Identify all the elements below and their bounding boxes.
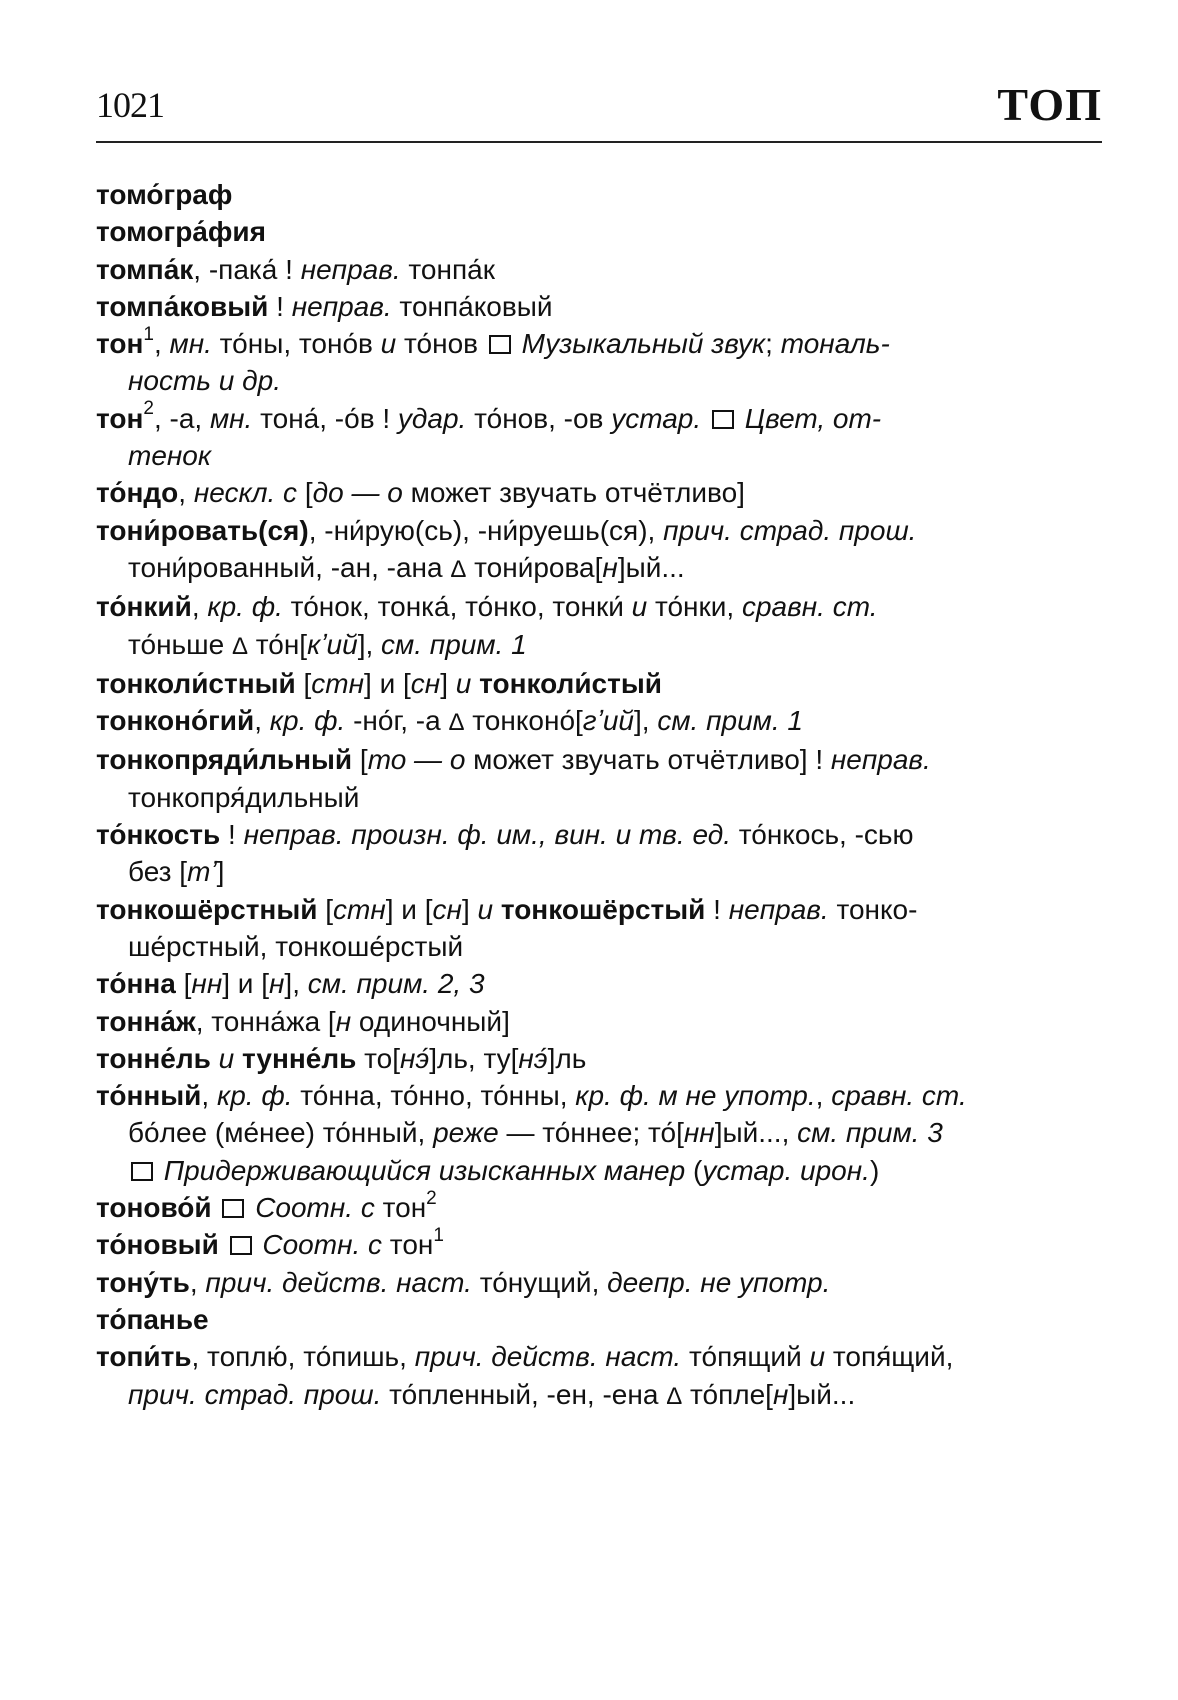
dictionary-entry bbox=[96, 1338, 1102, 1415]
grammar-label: гʼий bbox=[582, 705, 634, 737]
grammar-label: см. прим. 3 bbox=[797, 1117, 943, 1149]
dictionary-entry bbox=[96, 288, 1102, 325]
grammar-label: н bbox=[335, 1005, 352, 1037]
box-icon bbox=[489, 335, 511, 354]
headword: тонне́ль bbox=[96, 1042, 211, 1074]
headword: томогра́фия bbox=[96, 216, 266, 248]
dictionary-entry bbox=[96, 665, 1102, 702]
grammar-label: стн bbox=[333, 893, 386, 925]
grammar-label: прич. страд. прош. bbox=[128, 1378, 382, 1410]
dictionary-entry bbox=[96, 891, 1102, 966]
entry-continuation bbox=[128, 362, 1102, 399]
entry-line: топи́ть, топлю́, то́пишь, прич. действ. наст. то́пящий и топя́щий, bbox=[96, 1341, 954, 1373]
entry-line: тон$^2$, -а, мн. тона́, -о́в ! удар. то́нов, -ов устар. Цвет, от- bbox=[96, 398, 882, 434]
grammar-label: мн. bbox=[209, 402, 253, 434]
dictionary-entry bbox=[96, 325, 1102, 400]
dictionary-entry bbox=[96, 176, 1102, 213]
grammar-label: кр. ф. bbox=[216, 1080, 293, 1112]
entry-continuation bbox=[128, 437, 1102, 474]
triangle-icon: Δ bbox=[448, 709, 465, 737]
headword: тонколи́стный bbox=[96, 667, 296, 699]
grammar-label: мн. bbox=[169, 328, 212, 360]
dictionary-entry bbox=[96, 741, 1102, 816]
entry-list bbox=[96, 176, 1102, 1415]
entry-line: томпа́к, -пака́ ! неправ. тонпа́к bbox=[96, 253, 495, 285]
header-rule bbox=[96, 141, 1102, 143]
grammar-label: сн bbox=[410, 667, 441, 699]
grammar-label: неправ. bbox=[291, 290, 392, 322]
entry-line: то́ндо, нескл. с [до — о может звучать отчётливо] bbox=[96, 477, 745, 509]
page-header bbox=[96, 78, 1102, 138]
variant-headword: тонкошёрстый bbox=[500, 893, 706, 925]
headword: томпа́к bbox=[96, 253, 194, 285]
entry-line: то́новый Соотн. с тон$^1$ bbox=[96, 1224, 444, 1261]
grammar-label: устар. ирон. bbox=[702, 1154, 870, 1186]
grammar-label: и bbox=[380, 328, 397, 360]
grammar-label: и bbox=[455, 667, 472, 699]
entry-line: тоново́й Соотн. с тон$^2$ bbox=[96, 1187, 437, 1224]
headword: тонкопряди́льный bbox=[96, 744, 353, 776]
headword: то́нкий bbox=[96, 591, 192, 623]
grammar-label: ность и др. bbox=[128, 365, 281, 397]
entry-line: то́нна [нн] и [н], см. прим. 2, 3 bbox=[96, 968, 485, 1000]
grammar-label: и bbox=[218, 1042, 235, 1074]
headword: тоново́й bbox=[96, 1192, 212, 1224]
headword: то́нкость bbox=[96, 819, 221, 851]
grammar-label: кр. ф. bbox=[269, 705, 346, 737]
grammar-label: прич. действ. наст. bbox=[205, 1266, 472, 1298]
box-icon bbox=[222, 1199, 244, 1218]
grammar-label: нэ́ bbox=[518, 1042, 548, 1074]
grammar-label: кр. ф. bbox=[207, 591, 283, 623]
grammar-label: тʼ bbox=[187, 856, 217, 888]
grammar-label: деепр. не употр. bbox=[607, 1266, 831, 1298]
entry-line bbox=[96, 213, 1102, 250]
grammar-label: неправ. bbox=[830, 744, 931, 776]
grammar-label: устар. bbox=[611, 402, 702, 434]
entry-line: тони́ровать(ся), -ни́рую(сь), -ни́руешь(ся), прич. страд. прош. bbox=[96, 514, 917, 546]
headword: тонконо́гий bbox=[96, 705, 255, 737]
headword: то́ндо bbox=[96, 477, 179, 509]
grammar-label: нэ́ bbox=[400, 1042, 430, 1074]
entry-continuation: прич. страд. прош. то́пленный, -ен, -ена Δ то́пле[н]ый... bbox=[128, 1378, 856, 1410]
dictionary-entry bbox=[96, 1189, 1102, 1226]
dictionary-entry bbox=[96, 474, 1102, 511]
entry-line: то́нкость ! неправ. произн. ф. им., вин. и тв. ед. то́нкось, -сью bbox=[96, 819, 914, 851]
variant-headword: тунне́ль bbox=[241, 1042, 357, 1074]
grammar-label: неправ. bbox=[300, 253, 401, 285]
entry-line: то́нный, кр. ф. то́нна, то́нно, то́нны, кр. ф. м не употр., сравн. ст. bbox=[96, 1080, 967, 1112]
entry-continuation: без [тʼ] bbox=[128, 856, 225, 888]
entry-line: тону́ть, прич. действ. наст. то́нущий, деепр. не употр. bbox=[96, 1266, 831, 1298]
entry-line: тонна́ж, тонна́жа [н одиночный] bbox=[96, 1005, 510, 1037]
grammar-label: тенок bbox=[128, 440, 212, 472]
entry-line: то́нкий, кр. ф. то́нок, тонка́, то́нко, тонки́ и то́нки, сравн. ст. bbox=[96, 591, 878, 623]
dictionary-entry bbox=[96, 512, 1102, 589]
box-icon bbox=[131, 1162, 153, 1181]
entry-line: тон$^1$, мн. то́ны, тоно́в и то́нов Музыкальный звук; тональ- bbox=[96, 323, 890, 360]
entry-continuation: тони́рованный, -ан, -ана Δ тони́рова[н]ый... bbox=[128, 551, 685, 583]
dictionary-entry bbox=[96, 1040, 1102, 1077]
grammar-label: см. прим. 1 bbox=[657, 705, 803, 737]
headword: томо́граф bbox=[96, 179, 233, 210]
grammar-label: нескл. с bbox=[193, 477, 298, 509]
headword: то́нна bbox=[96, 968, 176, 1000]
headword: то́новый bbox=[96, 1229, 219, 1261]
entry-line bbox=[96, 176, 1102, 213]
triangle-icon: Δ bbox=[666, 1382, 683, 1410]
grammar-label: см. прим. 1 bbox=[381, 628, 527, 660]
entry-line: тонколи́стный [стн] и [сн] и тонколи́стый bbox=[96, 667, 662, 699]
grammar-label: Цвет, от- bbox=[744, 402, 882, 434]
grammar-label: нн bbox=[683, 1117, 715, 1149]
entry-line: тонкопряди́льный [то — о может звучать отчётливо] ! неправ. bbox=[96, 744, 931, 776]
grammar-label: реже bbox=[433, 1117, 499, 1149]
grammar-label: Музыкальный звук bbox=[521, 328, 766, 360]
grammar-label: и bbox=[477, 893, 494, 925]
grammar-label: прич. страд. прош. bbox=[663, 514, 917, 546]
grammar-label: н bbox=[772, 1378, 789, 1410]
grammar-label: кʼий bbox=[307, 628, 358, 660]
grammar-label: сн bbox=[432, 893, 462, 925]
headword: тону́ть bbox=[96, 1266, 190, 1298]
variant-headword: тонколи́стый bbox=[479, 667, 662, 699]
headword: тонна́ж bbox=[96, 1005, 196, 1037]
entry-line: тонкошёрстный [стн] и [сн] и тонкошёрстый ! неправ. тонко- bbox=[96, 893, 918, 925]
homonym-index: 2 bbox=[143, 398, 154, 420]
dictionary-entry bbox=[96, 1003, 1102, 1040]
entry-continuation: тонкопря́дильный bbox=[128, 781, 360, 813]
entry-continuation: Придерживающийся изысканных манер (устар. ирон.) bbox=[128, 1152, 1102, 1189]
page-number: 1021 bbox=[96, 85, 164, 125]
grammar-label: неправ. произн. ф. им., вин. и тв. ед. bbox=[243, 819, 731, 851]
headword: то́панье bbox=[96, 1303, 209, 1335]
grammar-label: неправ. bbox=[728, 893, 829, 925]
grammar-label: см. прим. 2, 3 bbox=[307, 968, 485, 1000]
entry-continuation: то́ньше Δ то́н[кʼий], см. прим. 1 bbox=[128, 628, 527, 660]
grammar-label: Придерживающийся изысканных манер bbox=[163, 1154, 686, 1186]
running-head: ТОП bbox=[997, 79, 1102, 130]
box-icon bbox=[712, 410, 734, 429]
headword: тон bbox=[96, 402, 144, 434]
dictionary-entry bbox=[96, 1226, 1102, 1263]
entry-line bbox=[96, 1301, 1102, 1338]
grammar-label: кр. ф. м не употр. bbox=[575, 1080, 816, 1112]
dictionary-entry bbox=[96, 965, 1102, 1002]
grammar-label: Соотн. с bbox=[262, 1229, 383, 1261]
grammar-label: то — о bbox=[367, 744, 466, 776]
grammar-label: Соотн. с bbox=[255, 1192, 375, 1224]
headword: тон bbox=[96, 328, 144, 360]
dictionary-entry bbox=[96, 588, 1102, 665]
dictionary-entry bbox=[96, 816, 1102, 891]
grammar-label: до — о bbox=[312, 477, 403, 509]
grammar-label: тональ- bbox=[780, 328, 890, 360]
dictionary-entry bbox=[96, 702, 1102, 741]
grammar-label: удар. bbox=[397, 402, 467, 434]
grammar-label: стн bbox=[311, 667, 365, 699]
headword: тонкошёрстный bbox=[96, 893, 318, 925]
grammar-label: н bbox=[269, 968, 285, 1000]
dictionary-entry bbox=[96, 251, 1102, 288]
triangle-icon: Δ bbox=[450, 555, 467, 583]
grammar-label: и bbox=[809, 1341, 826, 1373]
triangle-icon: Δ bbox=[231, 632, 248, 660]
dictionary-entry bbox=[96, 213, 1102, 250]
box-icon bbox=[230, 1236, 252, 1255]
dictionary-entry bbox=[96, 400, 1102, 475]
grammar-label: сравн. ст. bbox=[741, 591, 878, 623]
headword: то́нный bbox=[96, 1080, 202, 1112]
grammar-label: и bbox=[631, 591, 648, 623]
grammar-label: прич. действ. наст. bbox=[414, 1341, 682, 1373]
homonym-index: 1 bbox=[143, 323, 154, 345]
entry-line: томпа́ковый ! неправ. тонпа́ковый bbox=[96, 290, 553, 322]
grammar-label: сравн. ст. bbox=[831, 1080, 967, 1112]
homonym-index: 1 bbox=[433, 1224, 444, 1246]
entry-line: тонне́ль и тунне́ль то[нэ́]ль, ту[нэ́]ль bbox=[96, 1042, 587, 1074]
headword: топи́ть bbox=[96, 1341, 192, 1373]
dictionary-entry bbox=[96, 1301, 1102, 1338]
dictionary-entry bbox=[96, 1264, 1102, 1301]
entry-line: тонконо́гий, кр. ф. -но́г, -а Δ тонконо́[гʼий], см. прим. 1 bbox=[96, 705, 803, 737]
dictionary-entry bbox=[96, 1077, 1102, 1189]
headword: тони́ровать(ся) bbox=[96, 514, 309, 546]
homonym-index: 2 bbox=[426, 1187, 437, 1209]
grammar-label: н bbox=[602, 551, 618, 583]
entry-continuation: бо́лее (ме́нее) то́нный, реже — то́ннее; то́[нн]ый..., см. прим. 3 bbox=[128, 1117, 943, 1149]
entry-continuation: ше́рстный, тонкоше́рстый bbox=[128, 930, 464, 962]
grammar-label: нн bbox=[191, 968, 223, 1000]
headword: томпа́ковый bbox=[96, 290, 269, 322]
